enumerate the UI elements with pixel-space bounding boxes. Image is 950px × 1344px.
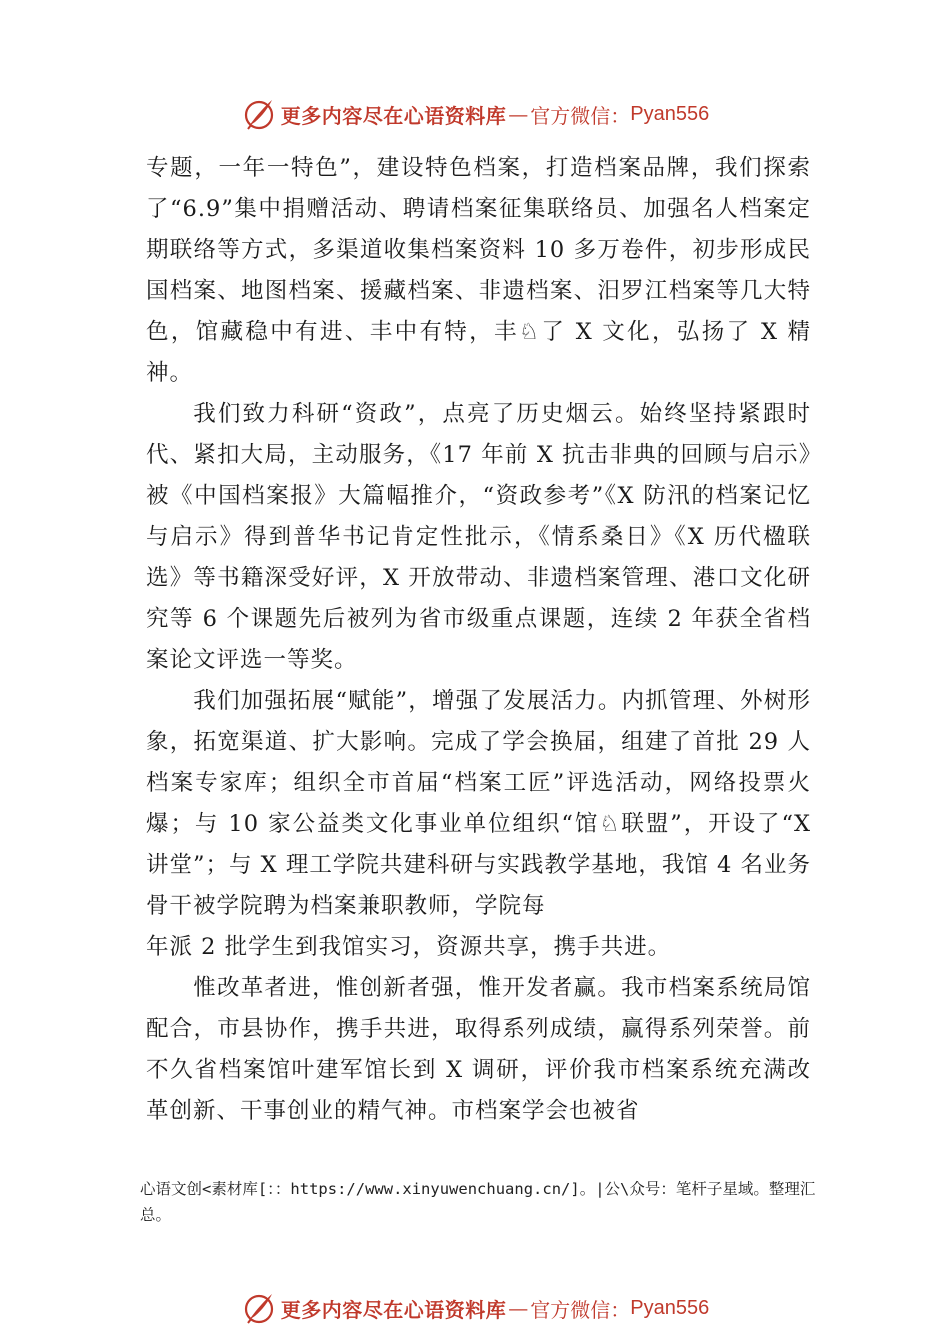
quill-logo-icon	[241, 96, 277, 132]
source-footnote: 心语文创<素材库[：：https://www.xinyuwenchuang.cn/]。|公\众号：笔杆子星域。整理汇总。	[140, 1180, 816, 1224]
banner-wechat-id: Pyan556	[630, 1296, 710, 1319]
paragraph-3: 我们加强拓展“赋能”，增强了发展活力。内抓管理、外树形象，拓宽渠道、扩大影响。完成了学会换届，组建了首批 29 人档案专家库；组织全市首届“档案工匠”评选活动，网络投票火爆；与 10 家公益类文化事业单位组织“馆♘联盟”，开设了“X 讲堂”；与 X 理工学院共建科研与实践教学基地，我馆 4 名业务骨干被学院聘为档案兼职教师，学院每	[146, 688, 811, 919]
banner-dash: —	[508, 1296, 529, 1320]
footer-banner	[0, 1288, 950, 1328]
banner-wechat-label: 官方微信：	[530, 103, 631, 128]
banner-main-text: 更多内容尽在心语资料库	[280, 103, 507, 128]
paragraph-4: 惟改革者进，惟创新者强，惟开发者赢。我市档案系统局馆配合，市县协作，携手共进，取得系列成绩，赢得系列荣誉。前不久省档案馆叶建军馆长到 X 调研，评价我市档案系统充满改革创新、干事创业的精气神。市档案学会也被省	[146, 975, 811, 1124]
paragraph-1: 专题，一年一特色”，建设特色档案，打造档案品牌，我们探索了“6.9”集中捐赠活动、聘请档案征集联络员、加强名人档案定期联络等方式，多渠道收集档案资料 10 多万卷件，初步形成民国档案、地图档案、援藏档案、非遗档案、汨罗江档案等几大特色，馆藏稳中有进、丰中有特，丰♘了 X 文化，弘扬了 X 精神。	[146, 155, 811, 386]
body-text	[146, 148, 811, 1132]
quill-logo-icon	[241, 1290, 277, 1326]
banner-wechat-label: 官方微信：	[530, 1297, 631, 1322]
header-banner	[0, 94, 950, 134]
banner-dash: —	[508, 102, 529, 126]
paragraph-2: 我们致力科研“资政”，点亮了历史烟云。始终坚持紧跟时代、紧扣大局，主动服务，《17 年前 X 抗击非典的回顾与启示》被《中国档案报》大篇幅推介，“资政参考”《X 防汛的档案记忆与启示》得到普华书记肯定性批示，《情系桑日》《X 历代楹联选》等书籍深受好评，X 开放带动、非遗档案管理、港口文化研究等 6 个课题先后被列为省市级重点课题，连续 2 年获全省档案论文评选一等奖。	[146, 401, 811, 673]
paragraph-3-continued: 年派 2 批学生到我馆实习，资源共享，携手共进。	[146, 934, 672, 960]
banner-wechat-id: Pyan556	[630, 102, 710, 125]
banner-main-text: 更多内容尽在心语资料库	[280, 1297, 507, 1322]
